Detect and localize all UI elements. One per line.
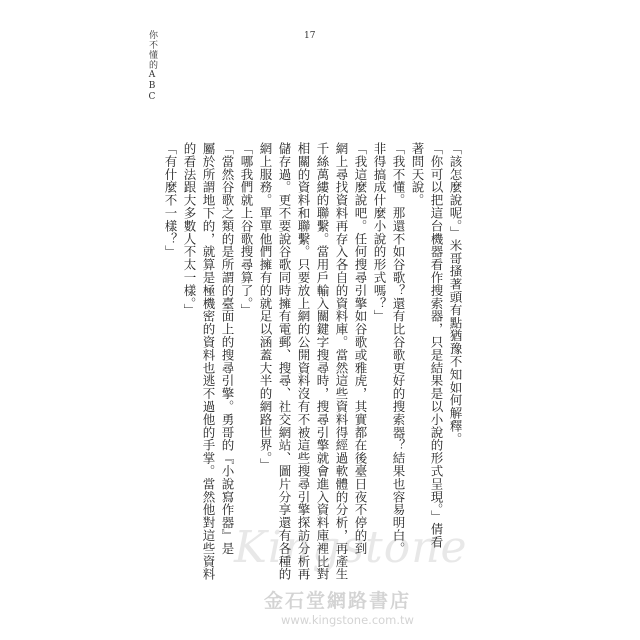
text-column-7: 網上尋找資料再存入各自的資料庫。當然這些資料得經過軟體的分析，再產生 — [334, 142, 349, 581]
text-column-4: 「我不懂。那還不如谷歌？還有比谷歌更好的搜索器？結果也容易明白。 — [391, 142, 406, 555]
watermark-brand: Kingstone — [234, 522, 468, 573]
watermark-url: www.kingstone.com.tw — [281, 613, 414, 627]
text-column-16: 「有什麼不一樣？」 — [163, 142, 178, 259]
text-column-6: 「我這麼說吧。任何搜尋引擎如谷歌或雅虎，其實都在後臺日夜不停的到 — [353, 142, 368, 555]
text-column-3: 著問天說。 — [410, 142, 425, 207]
running-header: 你不懂的ABC — [147, 30, 157, 103]
text-column-10: 儲存過。更不要說谷歌同時擁有電郵、搜尋、社交網站、圖片分享還有各種的 — [277, 142, 292, 581]
text-column-9: 相關的資料和聯繫。只要放上網的公開資料沒有不被這些搜尋引擎探訪分析再 — [296, 142, 311, 581]
text-column-13: 「當然谷歌之類的是所謂的臺面上的搜尋引擎。勇哥的『小說寫作器』是 — [220, 142, 235, 555]
text-column-11: 網上服務。單單他們擁有的就足以涵蓋大半的網路世界。」 — [258, 142, 273, 472]
page-number: 17 — [304, 31, 316, 41]
text-column-2: 「你可以把這台機器看作搜索器，只是結果是以小說的形式呈現。」倩看 — [429, 142, 444, 549]
text-column-5: 非得搞成什麼小說的形式嗎？」 — [372, 142, 387, 323]
watermark-store-name: 金石堂網路書店 — [264, 590, 412, 612]
text-column-15: 的看法跟大多數人不太一樣。」 — [182, 142, 197, 317]
text-column-14: 屬於所謂地下的，就算是極機密的資料也逃不過他的手掌。當然他對這些資料 — [201, 142, 216, 581]
text-column-8: 千絲萬縷的聯繫。當用戶輸入關鍵字搜尋時，搜尋引擎就會進入資料庫裡比對 — [315, 142, 330, 581]
text-column-1: 「該怎麼說呢。」米哥搔著頭有點猶豫不知如何解釋。 — [448, 142, 463, 446]
body-text — [161, 142, 465, 592]
text-column-12: 「哪我們就上谷歌搜尋算了。」 — [239, 142, 254, 317]
